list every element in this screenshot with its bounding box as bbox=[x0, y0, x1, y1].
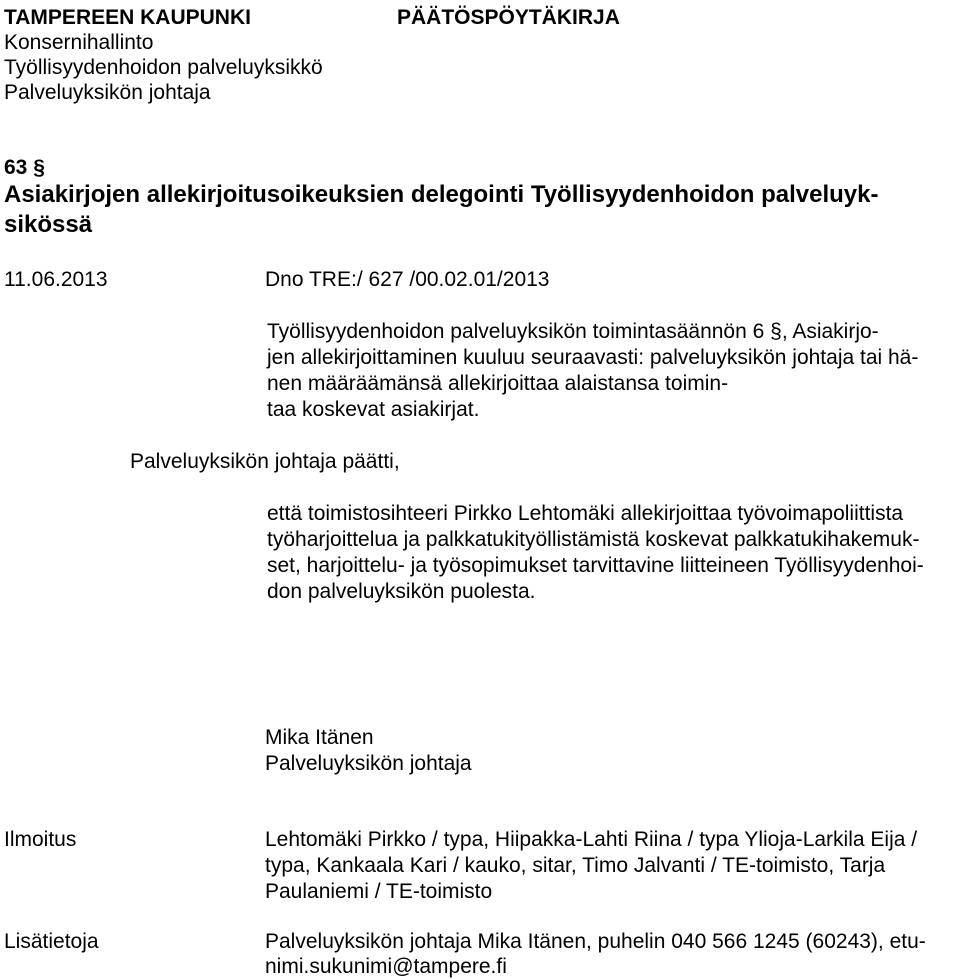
intro-line-3: nen määräämänsä allekirjoittaa alaistansa toimin- bbox=[267, 372, 729, 395]
intro-line-4: taa koskevat asiakirjat. bbox=[267, 398, 480, 421]
header-unit-2: Työllisyydenhoidon palveluyksikkö bbox=[4, 56, 323, 79]
section-number: 63 § bbox=[4, 156, 45, 179]
document-type: PÄÄTÖSPÖYTÄKIRJA bbox=[397, 6, 620, 29]
intro-line-2: jen allekirjoittaminen kuuluu seuraavasti: palveluyksikön johtaja tai hä- bbox=[267, 346, 919, 369]
intro-line-1: Työllisyydenhoidon palveluyksikön toimintasäännön 6 §, Asiakirjo- bbox=[267, 320, 879, 343]
decision-label: Palveluyksikön johtaja päätti, bbox=[130, 450, 400, 473]
notice-line-2: typa, Kankaala Kari / kauko, sitar, Timo Jalvanti / TE-toimisto, Tarja bbox=[265, 854, 886, 877]
section-title-line-1: Asiakirjojen allekirjoitusoikeuksien delegointi Työllisyydenhoidon palveluyk- bbox=[4, 181, 879, 208]
decision-line-2: työharjoittelua ja palkkatukityöllistämistä koskevat palkkatukihakemuk- bbox=[267, 528, 920, 551]
decision-line-1: että toimistosihteeri Pirkko Lehtomäki allekirjoittaa työvoimapoliittista bbox=[267, 502, 904, 525]
signer-name: Mika Itänen bbox=[265, 726, 374, 749]
header-unit-3: Palveluyksikön johtaja bbox=[4, 81, 211, 104]
section-title-line-2: sikössä bbox=[4, 211, 93, 238]
info-label: Lisätietoja bbox=[4, 930, 99, 953]
notice-line-1: Lehtomäki Pirkko / typa, Hiipakka-Lahti Riina / typa Ylioja-Larkila Eija / bbox=[265, 828, 918, 851]
meeting-date: 11.06.2013 bbox=[4, 268, 108, 291]
org-name: TAMPEREEN KAUPUNKI bbox=[4, 6, 251, 29]
info-line-2: nimi.sukunimi@tampere.fi bbox=[265, 955, 507, 978]
header-unit-1: Konsernihallinto bbox=[4, 31, 154, 54]
signer-title: Palveluyksikön johtaja bbox=[265, 752, 472, 775]
decision-line-3: set, harjoittelu- ja työsopimukset tarvittavine liitteineen Työllisyydenhoi- bbox=[267, 554, 924, 577]
diary-number: Dno TRE:/ 627 /00.02.01/2013 bbox=[265, 268, 550, 291]
notice-line-3: Paulaniemi / TE-toimisto bbox=[265, 880, 493, 903]
info-line-1: Palveluyksikön johtaja Mika Itänen, puhelin 040 566 1245 (60243), etu- bbox=[265, 930, 926, 953]
notice-label: Ilmoitus bbox=[4, 828, 77, 851]
decision-line-4: don palveluyksikön puolesta. bbox=[267, 580, 536, 603]
